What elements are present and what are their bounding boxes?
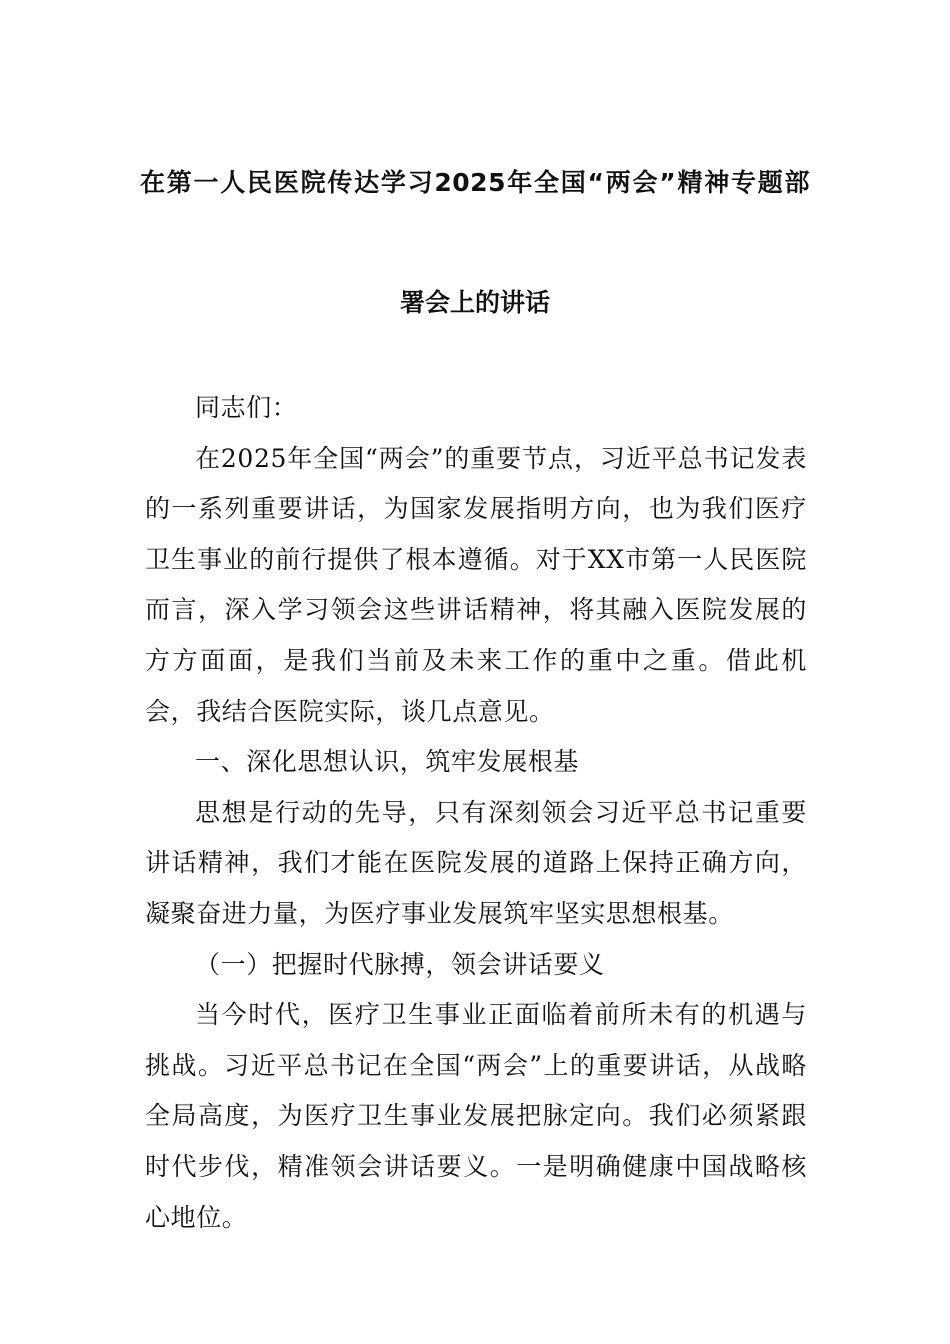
section-1-paragraph: 思想是行动的先导，只有深刻领会习近平总书记重要讲话精神，我们才能在医院发展的道路上保持正确方向，凝聚奋进力量，为医疗事业发展筑牢坚实思想根基。	[145, 797, 807, 928]
document-title-line-1: 在第一人民医院传达学习2025年全国“两会”精神专题部	[140, 168, 810, 197]
section-heading-1: 一、深化思想认识，筑牢发展根基	[195, 747, 580, 777]
intro-paragraph: 在2025年全国“两会”的重要节点，习近平总书记发表的一系列重要讲话，为国家发展指明方向，也为我们医疗卫生事业的前行提供了根本遵循。对于XX市第一人民医院而言，深入学习领会这些讲话精神，将其融入医院发展的方方面面，是我们当前及未来工作的重中之重。借此机会，我结合医院实际，谈几点意见。	[145, 443, 807, 726]
subsection-1-paragraph: 当今时代，医疗卫生事业正面临着前所未有的机遇与挑战。习近平总书记在全国“两会”上的重要讲话，从战略全局高度，为医疗卫生事业发展把脉定向。我们必须紧跟时代步伐，精准领会讲话要义。一是明确健康中国战略核心地位。	[145, 1000, 807, 1232]
subsection-heading-1: （一）把握时代脉搏，领会讲话要义	[195, 949, 605, 979]
salutation: 同志们：	[195, 393, 298, 422]
document-title-line-2: 署会上的讲话	[399, 288, 550, 317]
document-body	[145, 383, 807, 1243]
